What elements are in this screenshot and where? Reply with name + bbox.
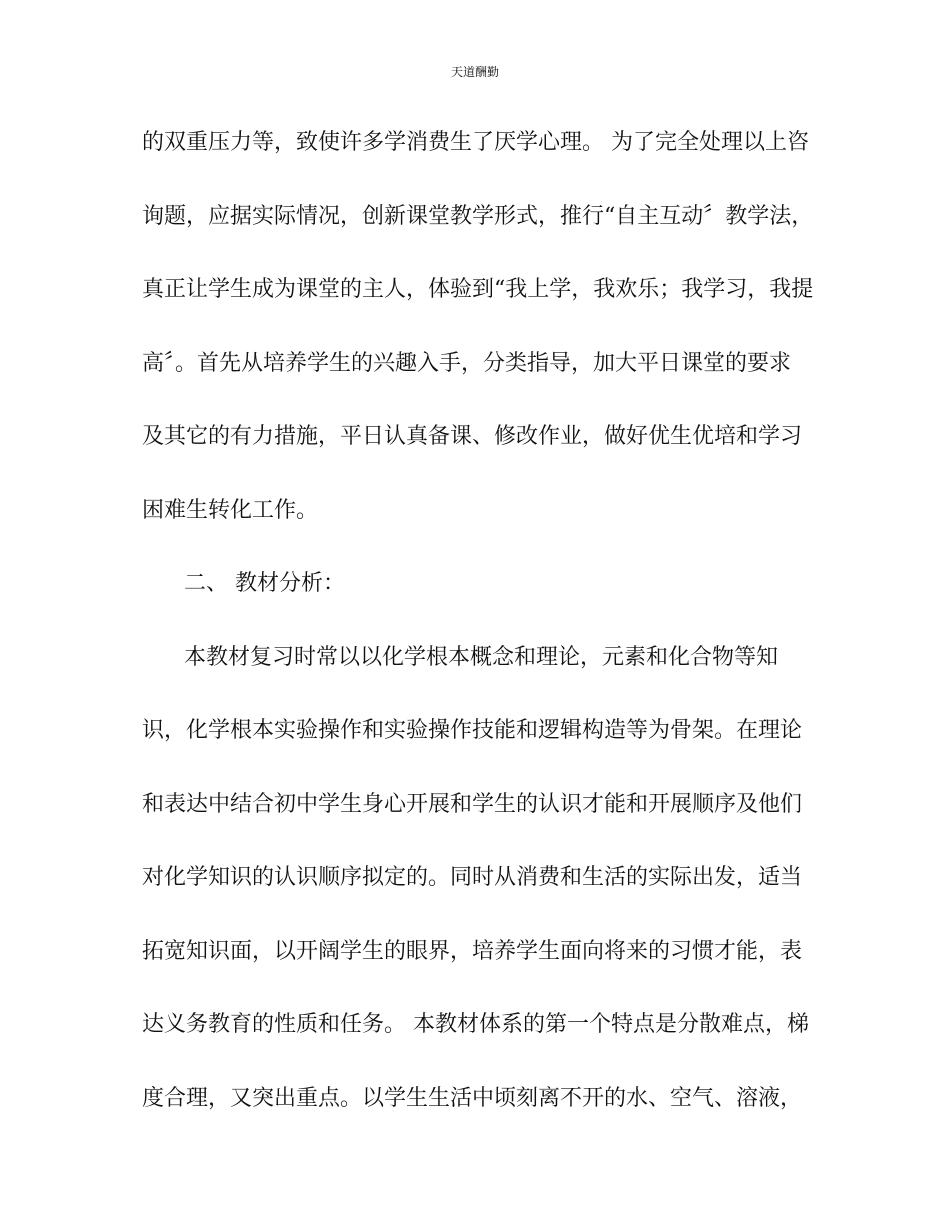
page-header: 天道酬勤: [450, 65, 499, 79]
text-line: 达义务教育的性质和任务。 本教材体系的第一个特点是分散难点，梯: [142, 1012, 809, 1037]
text-line: 和表达中结合初中学生身心开展和学生的认识才能和开展顺序及他们: [142, 791, 803, 817]
paragraph-start-line: 本教材复习时常以以化学根本概念和理论，元素和化合物等知: [184, 644, 779, 670]
text-line: 识，化学根本实验操作和实验操作技能和逻辑构造等为骨架。在理论: [142, 718, 803, 743]
document-body: [142, 125, 814, 1154]
section-heading: 二、 教材分析：: [184, 571, 345, 596]
text-line: 及其它的有力措施，平日认真备课、修改作业，做好优生优培和学习: [142, 424, 803, 449]
text-line: 对化学知识的认识顺序拟定的。同时从消费和生活的实际出发，适当: [142, 865, 803, 890]
text-line: 的双重压力等，致使许多学消费生了厌学心理。 为了完全处理以上咨: [142, 130, 809, 155]
text-line: 度合理，又突出重点。以学生生活中顷刻离不开的水、空气、溶液，: [142, 1085, 803, 1111]
text-line: 拓宽知识面，以开阔学生的眼界，培养学生面向将来的习惯才能，表: [142, 938, 803, 964]
text-line: 真正让学生成为课堂的主人，体验到“我上学，我欢乐；我学习，我提: [142, 277, 814, 302]
text-line: 困难生转化工作。: [142, 497, 319, 523]
text-line: 询题，应据实际情况，创新课堂教学形式，推行“自主互动〞教学法，: [142, 203, 814, 229]
text-line: 高〞。首先从培养学生的兴趣入手，分类指导，加大平日课堂的要求: [142, 350, 792, 376]
